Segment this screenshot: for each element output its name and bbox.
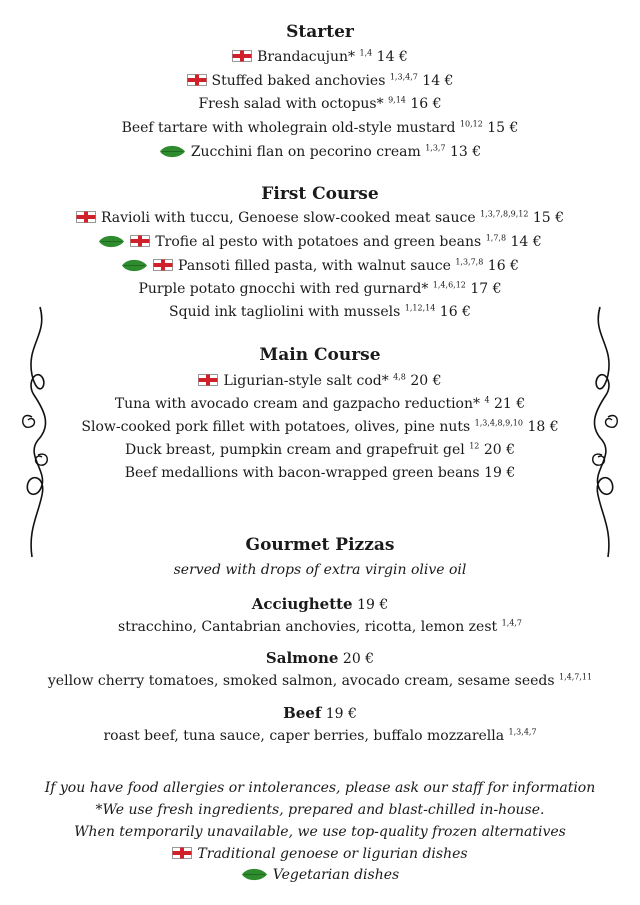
flag-icon xyxy=(187,74,207,86)
item-name: Duck breast, pumpkin cream and grapefruit gel xyxy=(124,442,465,458)
pizza-ingredients: roast beef, tuna sauce, caper berries, buffalo mozzarella xyxy=(103,728,505,744)
item-allergens: 1,3,4,8,9,10 xyxy=(474,418,523,428)
pizza-description xyxy=(0,727,640,745)
item-name: Beef tartare with wholegrain old-style mustard xyxy=(121,120,456,136)
menu-item xyxy=(0,464,640,482)
flag-icon xyxy=(130,235,150,247)
item-price: 14 € xyxy=(376,49,408,65)
item-price: 13 € xyxy=(450,144,482,160)
menu-item xyxy=(0,72,640,90)
menu-item xyxy=(0,280,640,298)
item-allergens: 1,3,7,8 xyxy=(455,257,484,267)
item-price: 17 € xyxy=(470,281,502,297)
item-name: Zucchini flan on pecorino cream xyxy=(190,144,421,160)
item-name: Stuffed baked anchovies xyxy=(211,73,386,89)
menu-item xyxy=(0,418,640,436)
flag-legend xyxy=(0,845,640,863)
item-allergens: 4 xyxy=(484,395,490,405)
flag-icon xyxy=(172,847,192,859)
menu-item xyxy=(0,119,640,137)
pizza-allergens: 1,4,7 xyxy=(501,618,522,628)
pizza-name: Beef xyxy=(283,704,322,722)
item-allergens: 1,3,7 xyxy=(425,143,446,153)
pizza-price: 20 € xyxy=(342,651,375,667)
item-name: Beef medallions with bacon-wrapped green beans xyxy=(124,465,480,481)
item-price: 19 € xyxy=(484,465,516,481)
item-price: 15 € xyxy=(532,210,565,226)
item-price: 14 € xyxy=(510,234,542,250)
menu-item xyxy=(0,395,640,413)
item-name: Fresh salad with octopus* xyxy=(198,96,384,112)
menu-item xyxy=(0,143,640,161)
leaf-legend-text: Vegetarian dishes xyxy=(272,867,400,883)
section-title-first-course: First Course xyxy=(261,184,379,204)
flag-icon xyxy=(76,211,96,223)
leaf-icon xyxy=(241,867,268,882)
flag-legend-text: Traditional genoese or ligurian dishes xyxy=(197,846,468,862)
leaf-icon xyxy=(98,234,125,249)
item-name: Squid ink tagliolini with mussels xyxy=(169,304,401,320)
menu-item xyxy=(0,209,640,227)
item-allergens: 1,4,6,12 xyxy=(432,280,466,290)
pizza-name: Salmone xyxy=(265,649,339,667)
menu-item xyxy=(0,441,640,459)
item-allergens: 1,12,14 xyxy=(404,303,436,313)
pizza-price: 19 € xyxy=(325,706,357,722)
item-name: Ligurian-style salt cod* xyxy=(223,373,389,389)
allergy-note: If you have food allergies or intolerances, please ask our staff for information xyxy=(44,780,596,796)
item-name: Purple potato gnocchi with red gurnard* xyxy=(138,281,429,297)
item-price: 18 € xyxy=(527,419,559,435)
item-allergens: 12 xyxy=(469,441,480,451)
item-name: Ravioli with tuccu, Genoese slow-cooked meat sauce xyxy=(100,210,476,226)
item-allergens: 9,14 xyxy=(388,95,406,105)
item-price: 16 € xyxy=(487,258,519,274)
item-allergens: 4,8 xyxy=(393,372,406,382)
pizza-name: Acciughette xyxy=(251,595,353,613)
item-allergens: 1,3,7,8,9,12 xyxy=(480,209,529,219)
item-price: 21 € xyxy=(494,396,526,412)
menu-item xyxy=(0,95,640,113)
leaf-icon xyxy=(159,144,186,159)
pizza-price: 19 € xyxy=(357,597,389,613)
item-name: Pansoti filled pasta, with walnut sauce xyxy=(178,258,451,274)
item-price: 14 € xyxy=(422,73,454,89)
menu-item xyxy=(0,303,640,321)
section-title-gourmet-pizzas: Gourmet Pizzas xyxy=(245,535,395,555)
menu-item xyxy=(0,48,640,66)
pizza-allergens: 1,4,7,11 xyxy=(559,672,593,682)
item-price: 16 € xyxy=(410,96,442,112)
flag-icon xyxy=(153,259,173,271)
menu-item xyxy=(0,257,640,275)
section-title-starter: Starter xyxy=(286,22,354,42)
pizza-description xyxy=(0,618,640,636)
flag-icon xyxy=(232,50,252,62)
pizza-heading xyxy=(0,649,640,668)
item-name: Trofie al pesto with potatoes and green beans xyxy=(155,234,482,250)
menu-item xyxy=(0,233,640,251)
item-allergens: 1,3,4,7 xyxy=(389,72,418,82)
pizza-ingredients: yellow cherry tomatoes, smoked salmon, avocado cream, sesame seeds xyxy=(47,673,555,689)
item-name: Brandacujun* xyxy=(257,49,356,65)
pizza-heading xyxy=(0,595,640,614)
pizza-heading xyxy=(0,704,640,723)
leaf-icon xyxy=(121,258,148,273)
menu-item xyxy=(0,372,640,390)
pizza-description xyxy=(0,672,640,690)
item-name: Tuna with avocado cream and gazpacho reduction* xyxy=(114,396,480,412)
flag-icon xyxy=(198,374,218,386)
fresh-ingredients-note: *We use fresh ingredients, prepared and blast-chilled in-house. xyxy=(95,802,545,818)
pizzas-subtitle: served with drops of extra virgin olive oil xyxy=(173,562,467,578)
item-name: Slow-cooked pork fillet with potatoes, olives, pine nuts xyxy=(81,419,471,435)
section-title-main-course: Main Course xyxy=(259,345,381,365)
frozen-alternatives-note: When temporarily unavailable, we use top-quality frozen alternatives xyxy=(74,824,566,840)
item-allergens: 10,12 xyxy=(459,119,483,129)
item-price: 20 € xyxy=(410,373,442,389)
item-allergens: 1,7,8 xyxy=(485,233,507,243)
item-price: 20 € xyxy=(483,442,515,458)
item-price: 15 € xyxy=(487,120,519,136)
pizza-ingredients: stracchino, Cantabrian anchovies, ricotta, lemon zest xyxy=(118,619,498,635)
item-price: 16 € xyxy=(439,304,471,320)
leaf-legend xyxy=(0,866,640,884)
item-allergens: 1,4 xyxy=(359,48,373,58)
pizza-allergens: 1,3,4,7 xyxy=(508,727,537,737)
